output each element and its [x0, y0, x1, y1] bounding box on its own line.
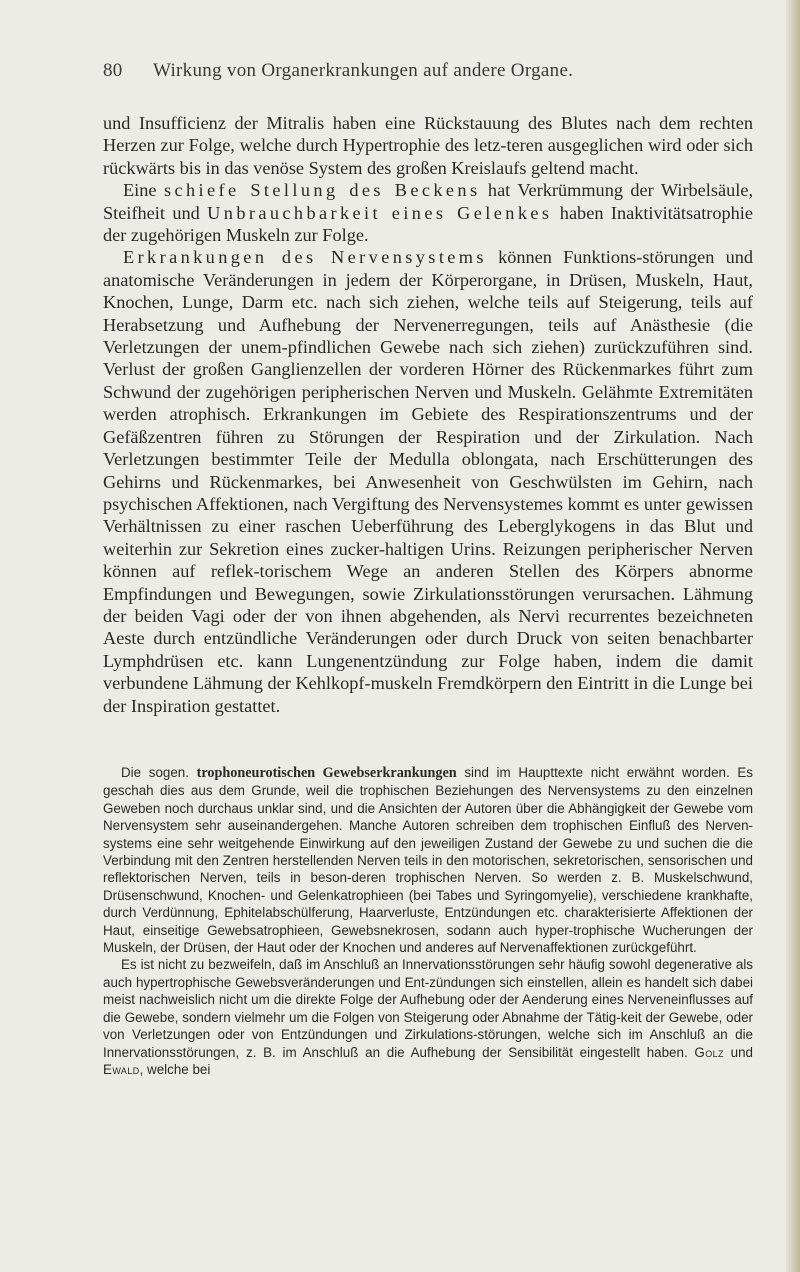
page-edge	[786, 0, 800, 1272]
text-run: hat Verkrümmung der Wirbelsäule, Steifheit und	[103, 180, 754, 223]
footnote-block	[103, 764, 753, 1078]
text-run: und	[723, 1044, 753, 1060]
text-run: können Funktions-störungen und anatomische Veränderungen in jedem der Körperorgane, in Drüsen, Muskeln, Haut, Knochen, Lunge, Darm etc. nach sich ziehen, welche teils auf Steigerung, teils auf Herabsetzung und Aufhebung der Nervenerregungen, teils auf Anästhesie (die Verletzungen der unem-pfindlichen Gewebe nach sich ziehen) zurückzuführen sind. Verlust der großen Ganglienzellen der vorderen Hörner des Rückenmarkes führt zum Schwund der zugehörigen peripherischen Nerven und Muskeln. Gelähmte Extremitäten werden atrophisch. Erkrankungen im Gebiete des Respirationszentrums und der Gefäßzentren führen zu Störungen der Respiration und der Zirkulation. Nach Verletzungen bestimmter Teile der Medulla oblongata, nach Erschütterungen des Gehirns und Rückenmarkes, bei Anwesenheit von Geschwülsten im Gehirn, nach psychischen Affektionen, nach Vergiftung des Nervensystemes kommt es unter gewissen Verhältnissen zu einer raschen Ueberführung des Leberglykogens in das Blut und weiterhin zur Sekretion eines zucker-haltigen Urins. Reizungen peripherischer Nerven können auf reflek-torischem Wege an anderen Stellen des Körpers abnorme Empfindungen und Bewegungen, sowie Zirkulationsstörungen verursachen. Lähmung der beiden Vagi oder der von ihnen abgehenden, als Nervi recurrentes bezeichneten Aeste durch entzündliche Veränderungen oder durch Druck von seiten benachbarter Lymphdrüsen etc. kann Lungenentzündung zur Folge haben, indem die damit verbundene Lähmung der Kehlkopf-muskeln Fremdkörpern den Eintritt in die Lunge bei der Inspiration gestattet.	[103, 247, 754, 716]
text-run: Eine	[123, 180, 164, 201]
text-run: Es ist nicht zu bezweifeln, daß im Anschluß an Innervationsstörungen sehr häufig sowohl degenerative als auch hypertrophische Gewebsveränderungen und Ent-zündungen sich einstellen, allein es handelt sich dabei meist nachweislich nicht um die direkte Folge der Aufhebung oder der Aenderung eines Nerveneinflusses auf die Gewebe, sondern vielmehr um die Folgen von Steigerung oder Abnahme der Tätig-keit der Gewebe, oder von Verletzungen oder von Entzündungen und Zirkulations-störungen, welche sich im Anschluß an die Innervationsstörungen, z. B. im Anschluß an die Aufhebung der Sensibilität eingestellt haben.	[103, 957, 753, 1060]
paragraph-1: und Insufficienz der Mitralis haben eine Rückstauung des Blutes nach dem rechten Herzen zur Folge, welche durch Hypertrophie des letz-teren ausgeglichen wird oder sich rückwärts bis in das venöse System des großen Kreislaufs geltend macht.	[103, 113, 753, 178]
paragraph-2	[103, 179, 753, 246]
main-text	[103, 112, 753, 717]
text-run: haben Inaktivitätsatrophie der zugehörigen Muskeln zur Folge.	[103, 202, 754, 246]
note-paragraph-2	[103, 956, 753, 1078]
spaced-emphasis: Erkrankungen des Nervensystems	[123, 247, 487, 268]
spaced-emphasis: schiefe Stellung des Beckens	[163, 180, 481, 201]
text-run: , welche bei	[139, 1061, 211, 1077]
bold-term: trophoneurotischen Gewebserkrankungen	[196, 765, 457, 781]
note-paragraph-1	[103, 764, 753, 956]
author-name: Ewald	[103, 1061, 140, 1077]
text-run: Die sogen.	[121, 765, 197, 780]
running-title: Wirkung von Organerkrankungen auf andere Organe.	[153, 60, 574, 81]
text-run: sind im Haupttexte nicht erwähnt worden. Es geschah dies aus dem Grunde, weil die trophischen Beziehungen des Nervensystems zu den einzelnen Geweben noch durchaus unklar sind, und die Ansichten der Autoren über die Abhängigkeit der Gewebe vom Nervensystem sehr auseinandergehen. Manche Autoren schreiben dem trophischen Einfluß des Nerven-systems eine sehr weitgehende Einwirkung auf den jeweiligen Zustand der Gewebe zu und suchen die die Verbindung mit den Zentren herstellenden Nerven teils in den motorischen, sekretorischen, sensorischen und reflektorischen Nerven, teils in beson-deren trophischen Nerven. So werden z. B. Muskelschwund, Drüsenschwund, Knochen- und Gelenkatrophieen (bei Tabes und Syringomyelie), verschiedene krankhafte, durch Verdünnung, Ephitelabschülferung, Haarverluste, Entzündungen etc. charakterisierte Affektionen der Haut, einseitige Gewebsatrophieen, Gewebsnekrosen, sodann auch hyper-trophische Wucherungen der Muskeln, der Drüsen, der Haut oder der Knochen und anderes auf Nervenaffektionen zurückgeführt.	[103, 765, 753, 956]
author-name: Golz	[694, 1044, 724, 1060]
spaced-emphasis: Unbrauchbarkeit eines Gelenkes	[207, 202, 553, 223]
paragraph-3	[103, 246, 753, 717]
page-number: 80	[103, 60, 123, 81]
